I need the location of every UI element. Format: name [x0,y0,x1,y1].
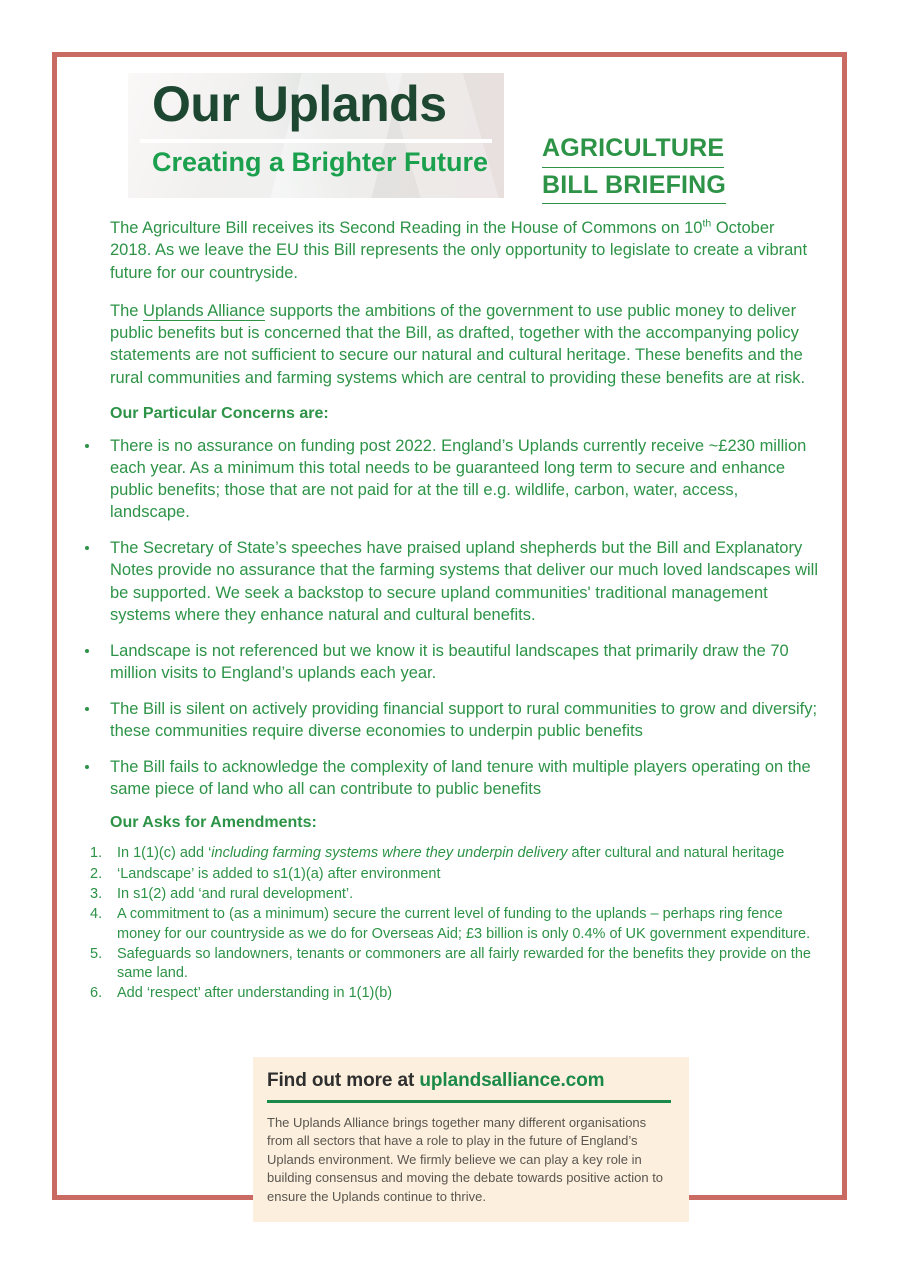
document-header [57,73,842,228]
ask-1-emphasis: including farming systems where they underpin delivery [211,845,568,862]
document-frame [52,52,847,1204]
document-body [57,217,842,1005]
list-item: The Secretary of State’s speeches have praised upland shepherds but the Bill and Explanatory Notes provide no assurance that the farming systems that deliver our much loved landscapes will be supported. We seek a backstop to secure upland communities' traditional management systems where they enhance natural and cultural benefits. [57,537,822,625]
page-title [542,131,726,204]
list-item: ‘Landscape’ is added to s1(1)(a) after environment [117,865,441,882]
list-item: The Bill fails to acknowledge the complexity of land tenure with multiple players operating on the same piece of land who all can contribute to public benefits [57,756,822,800]
list-item: Add ‘respect’ after understanding in 1(1)(b) [117,985,393,1002]
asks-heading: Our Asks for Amendments: [110,814,317,832]
find-out-more-prefix: Find out more at [267,1070,420,1091]
intro-paragraph-2 [57,300,842,389]
intro-p2-text-b: supports the ambitions of the government to use public money to deliver public benefits but is concerned that the Bill, as drafted, together with the accompanying policy statements are not sufficient to secure our natural and cultural heritage. These benefits and the rural communities and farming systems which are central to providing these benefits are at risk. [110,301,806,387]
logo-divider [140,139,492,143]
ask-1-text-a: In 1(1)(c) add ‘ [117,845,212,862]
find-out-more-divider [267,1100,671,1103]
website-link[interactable]: uplandsalliance.com [419,1070,605,1091]
intro-paragraph-1 [57,217,842,284]
list-item: The Bill is silent on actively providing financial support to rural communities to grow and diversify; these communities require diverse economies to underpin public benefits [57,698,822,742]
page-title-line-1: AGRICULTURE [542,131,724,168]
list-item: Landscape is not referenced but we know it is beautiful landscapes that primarily draw the 70 million visits to England’s uplands each year. [57,640,822,684]
find-out-more-heading [267,1070,671,1093]
list-item: There is no assurance on funding post 2022. England’s Uplands currently receive ~£230 million each year. As a minimum this total needs to be guaranteed long term to secure and enhance public benefits; those that are not paid for at the till e.g. wildlife, carbon, water, access, landscape. [57,435,822,523]
our-uplands-logo [128,73,504,198]
logo-title: Our Uplands [152,76,447,132]
list-item: In s1(2) add ‘and rural development’. [117,885,354,902]
find-out-more-body: The Uplands Alliance brings together many different organisations from all sectors that have a role to play in the future of England’s Uplands environment. We firmly believe we can play a key role in building consensus and moving the debate towards positive action to ensure the Uplands continue to thrive. [267,1114,664,1204]
document-page [57,57,842,1204]
intro-p2-text-a: The [110,301,144,320]
list-item: Safeguards so landowners, tenants or commoners are all fairly rewarded for the benefits they provide on the same land. [117,945,811,982]
concerns-list [57,435,842,801]
list-item: A commitment to (as a minimum) secure the current level of funding to the uplands – perhaps ring fence money for our countryside as we do for Overseas Aid; £3 billion is only 0.4% of UK government expenditure. [117,906,811,942]
logo-tagline: Creating a Brighter Future [152,147,489,177]
find-out-more-box [253,1057,689,1222]
list-item [57,844,824,863]
ordinal-suffix: th [702,217,712,230]
intro-p1-text-a: The Agriculture Bill receives its Second Reading in the House of Commons on 10 [110,219,703,237]
page-title-line-2: BILL BRIEFING [542,168,726,205]
ask-1-text-b: after cultural and natural heritage [567,845,785,862]
uplands-alliance-link[interactable]: Uplands Alliance [143,301,266,320]
intro-p1-text-b: October 2018. As we leave the EU this Bill represents the only opportunity to legislate to create a vibrant future for our countryside. [110,219,808,282]
concerns-heading: Our Particular Concerns are: [110,404,329,422]
asks-list [57,844,842,1003]
